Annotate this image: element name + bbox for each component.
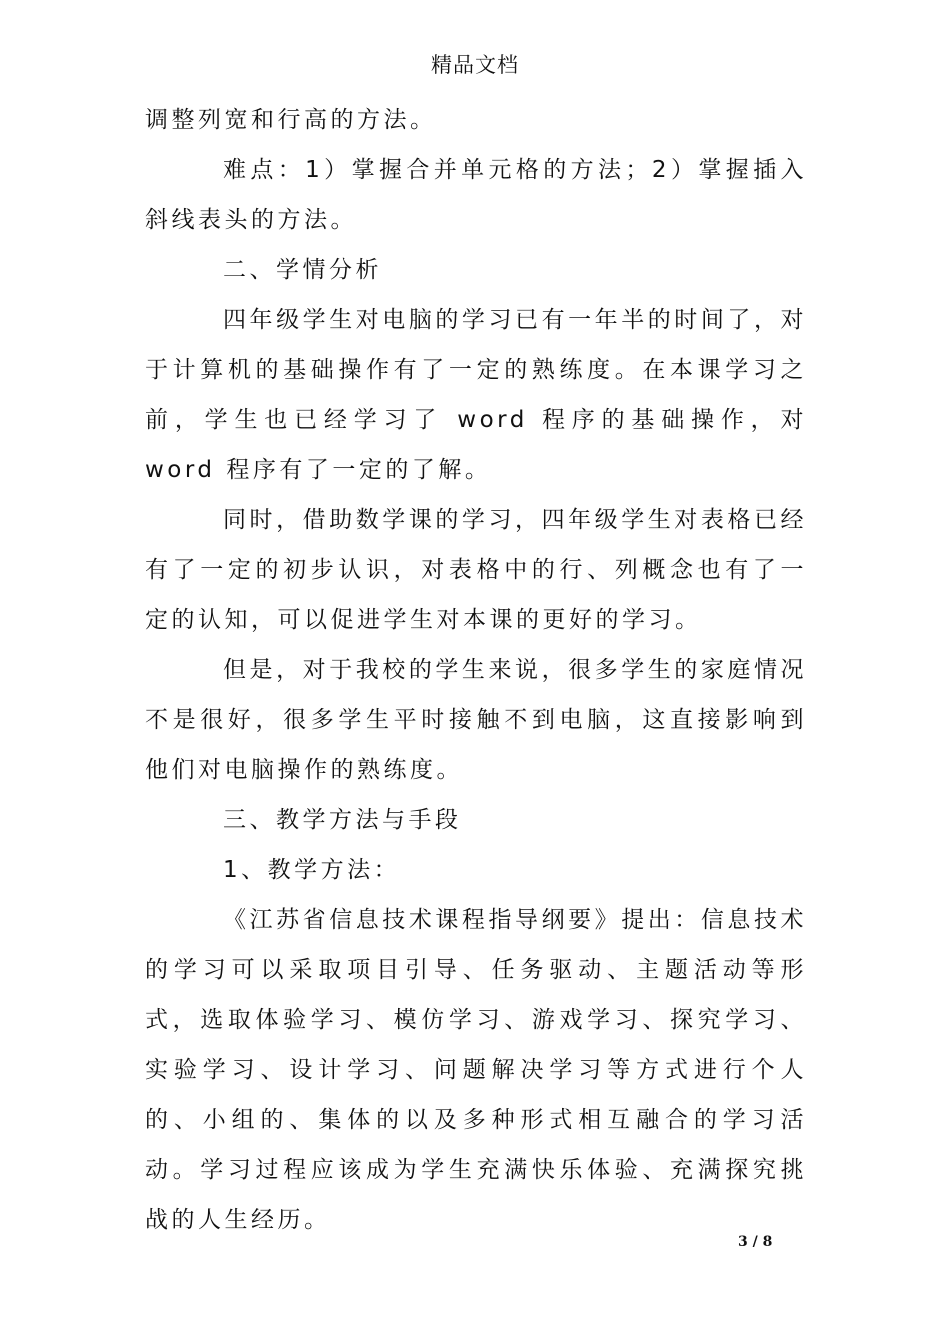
document-body	[145, 95, 807, 1245]
page-number: 3 / 8	[738, 1234, 773, 1250]
paragraph-curriculum-guidelines: 《江苏省信息技术课程指导纲要》提出：信息技术的学习可以采取项目引导、任务驱动、主题活动等形式，选取体验学习、模仿学习、游戏学习、探究学习、实验学习、设计学习、问题解决学习等方式进行个人的、小组的、集体的以及多种形式相互融合的学习活动。学习过程应该成为学生充满快乐体验、充满探究挑战的人生经历。	[145, 907, 807, 1233]
subheading-teaching-method: 1、教学方法：	[223, 857, 401, 883]
paragraph-continuation: 调整列宽和行高的方法。	[145, 107, 437, 133]
page-header: 精品文档	[431, 53, 519, 77]
paragraph-math-connection: 同时，借助数学课的学习，四年级学生对表格已经有了一定的初步认识，对表格中的行、列概念也有了一定的认知，可以促进学生对本课的更好的学习。	[145, 507, 807, 633]
paragraph-difficulty: 难点：1）掌握合并单元格的方法；2）掌握插入斜线表头的方法。	[145, 157, 807, 233]
paragraph-family-situation: 但是，对于我校的学生来说，很多学生的家庭情况不是很好，很多学生平时接触不到电脑，这直接影响到他们对电脑操作的熟练度。	[145, 657, 807, 783]
section-heading-teaching-methods: 三、教学方法与手段	[223, 807, 462, 833]
section-heading-learner-analysis: 二、学情分析	[223, 257, 382, 283]
paragraph-learner-background: 四年级学生对电脑的学习已有一年半的时间了，对于计算机的基础操作有了一定的熟练度。在本课学习之前，学生也已经学习了 word 程序的基础操作，对 word 程序有了一定的了解。	[145, 307, 807, 483]
